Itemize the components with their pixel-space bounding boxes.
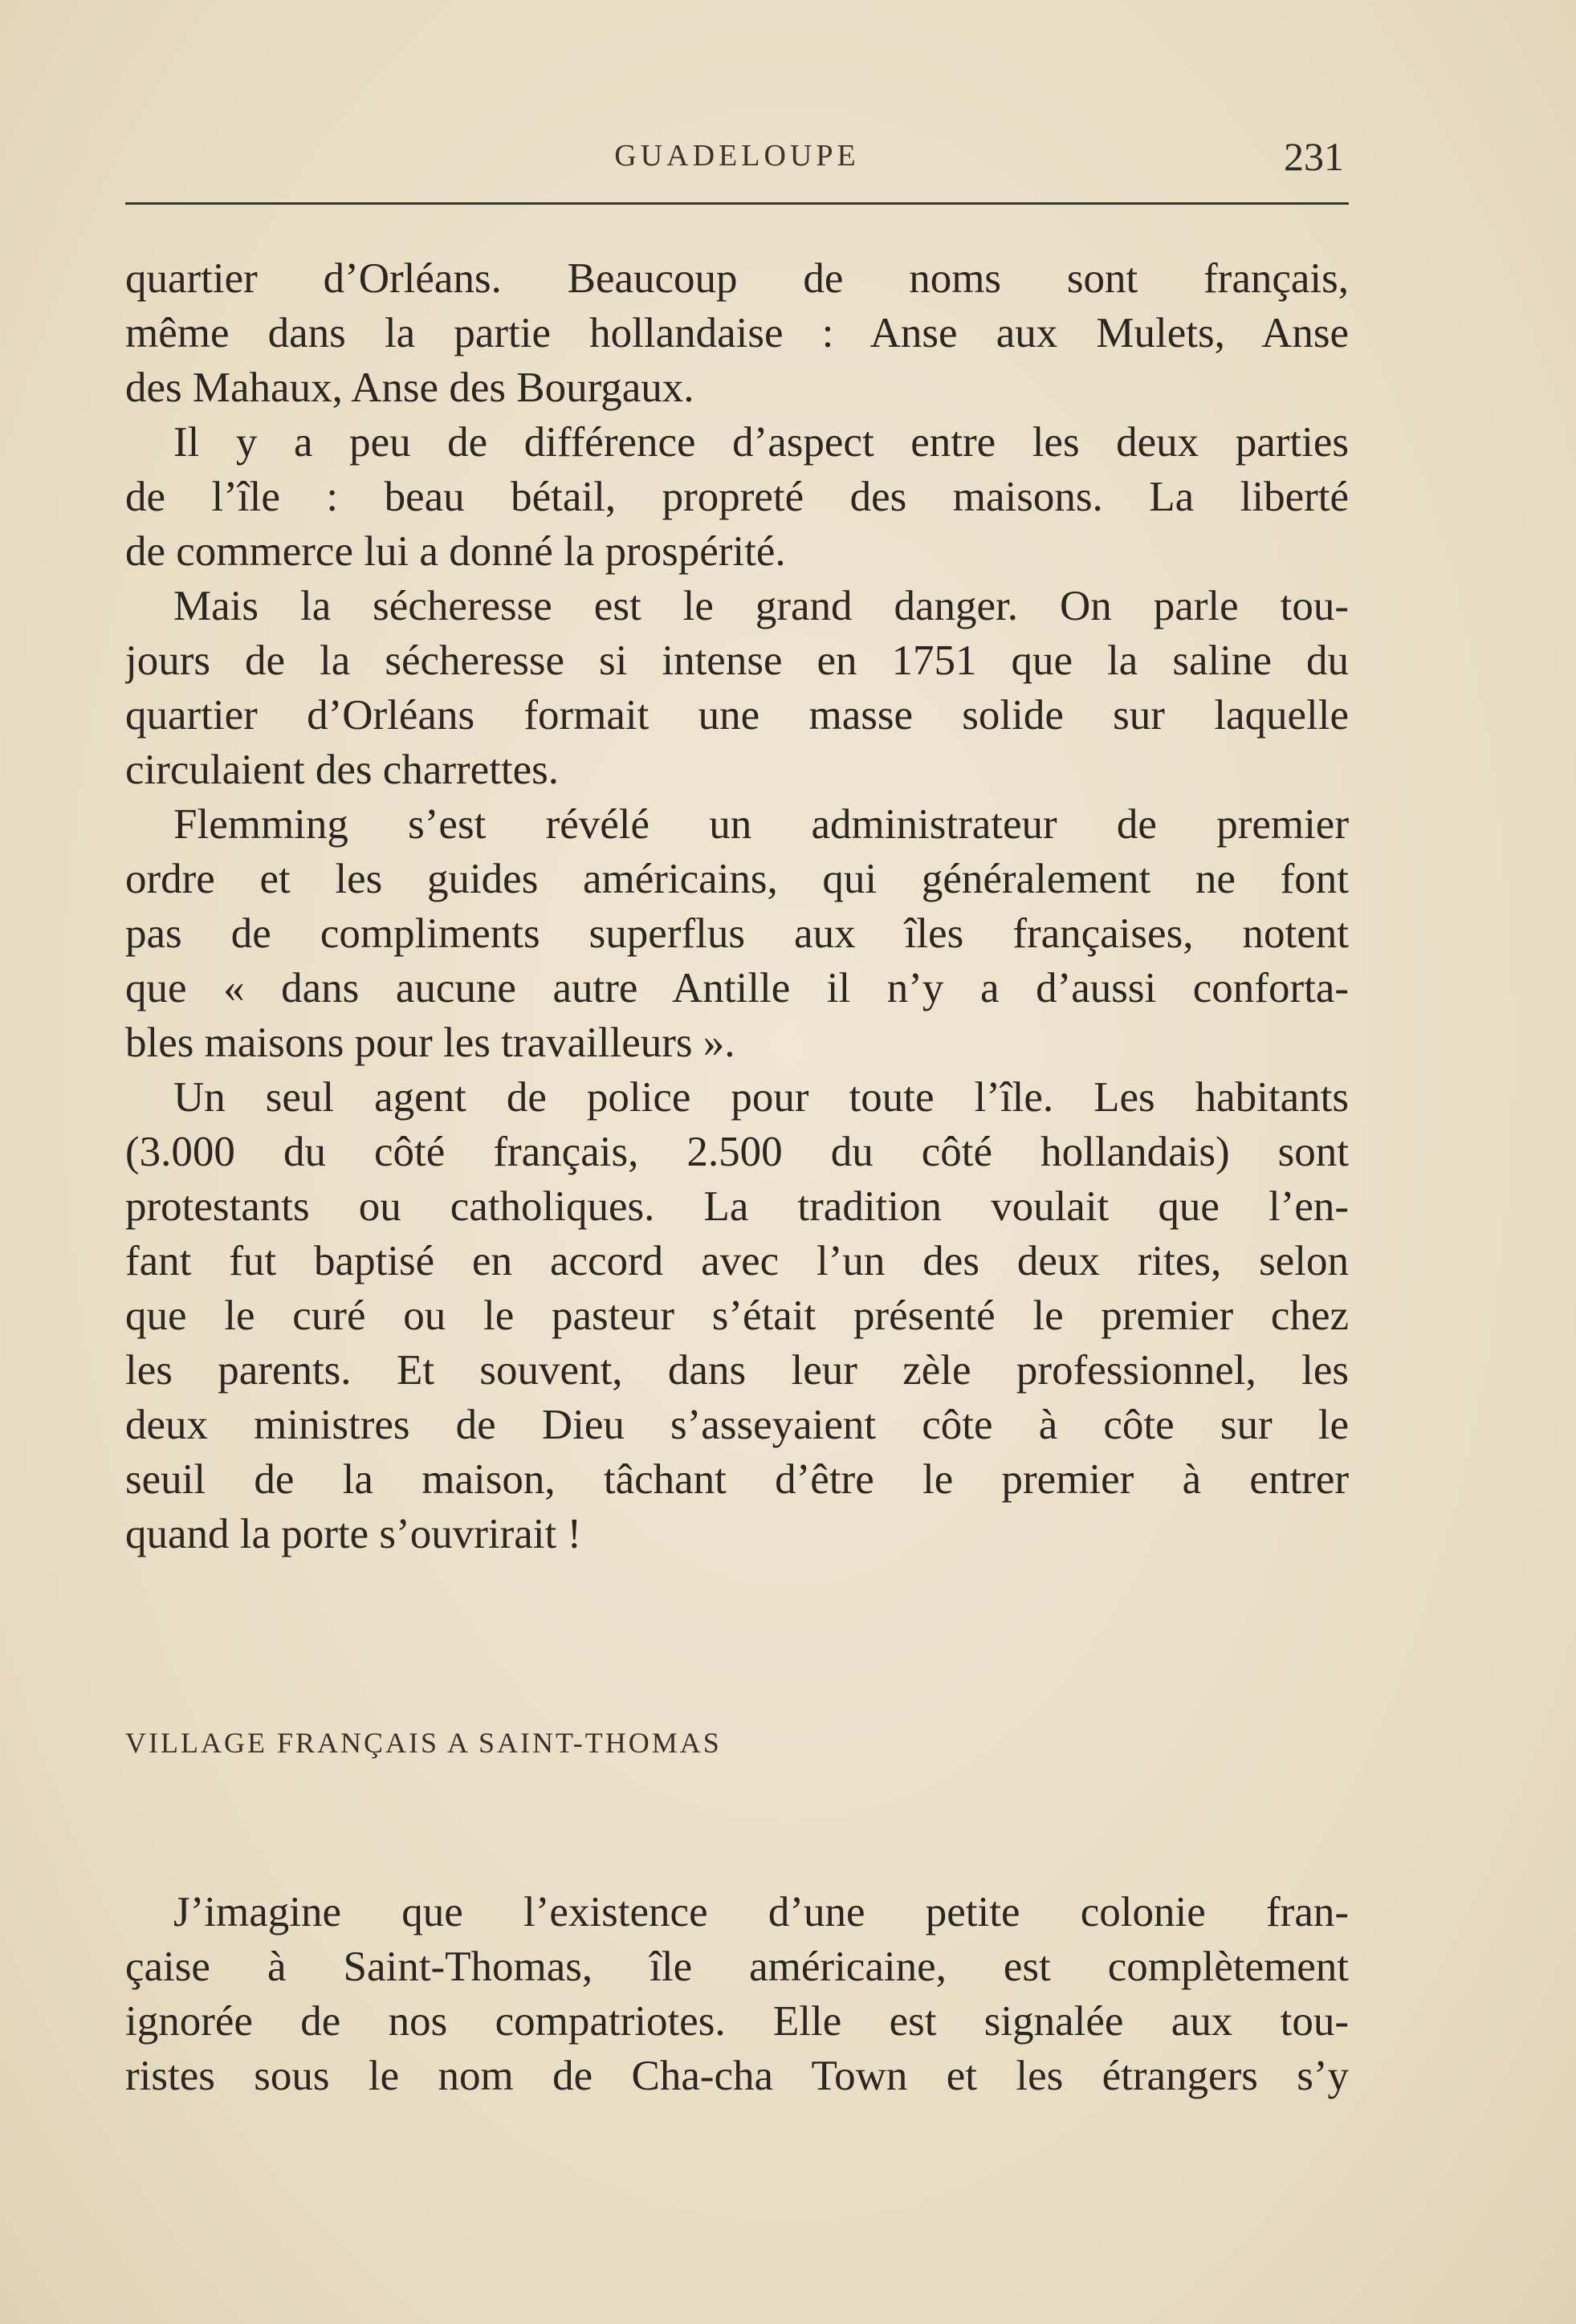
text-line: fant fut baptisé en accord avec l’un des deux rites, selon [125,1238,1349,1284]
text-line: bles maisons pour les travailleurs ». [125,1020,735,1066]
paragraph-4 [125,797,1349,1070]
text-line: que « dans aucune autre Antille il n’y a d’aussi conforta- [125,965,1349,1011]
text-line: Un seul agent de police pour toute l’île. Les habitants [173,1074,1349,1121]
paragraph-3 [125,579,1349,797]
text-line: Flemming s’est révélé un administrateur de premier [173,801,1349,848]
page-number: 231 [1284,134,1344,179]
text-line: quartier d’Orléans formait une masse solide sur laquelle [125,692,1349,739]
text-line: deux ministres de Dieu s’asseyaient côte à côte sur le [125,1402,1349,1448]
text-line: quartier d’Orléans. Beaucoup de noms sont français, [125,255,1349,302]
text-line: circulaient des charrettes. [125,747,560,793]
section-paragraph [125,1885,1349,2103]
text-line: ignorée de nos compatriotes. Elle est signalée aux tou- [125,1998,1349,2045]
text-line: protestants ou catholiques. La tradition voulait que l’en- [125,1183,1349,1230]
paragraph-5 [125,1070,1349,1561]
text-line: ordre et les guides américains, qui généralement ne font [125,856,1349,902]
text-line: des Mahaux, Anse des Bourgaux. [125,364,694,411]
text-line: même dans la partie hollandaise : Anse aux Mulets, Anse [125,310,1349,356]
text-line: ristes sous le nom de Cha-cha Town et les étrangers s’y [125,2053,1349,2099]
text-line: de l’île : beau bétail, propreté des maisons. La liberté [125,474,1349,520]
paragraph-2 [125,415,1349,579]
text-line: (3.000 du côté français, 2.500 du côté hollandais) sont [125,1129,1349,1175]
text-line: pas de compliments superflus aux îles françaises, notent [125,910,1349,957]
text-line: çaise à Saint-Thomas, île américaine, est complètement [125,1943,1349,1990]
text-line: Mais la sécheresse est le grand danger. On parle tou- [173,583,1349,629]
text-line: Il y a peu de différence d’aspect entre les deux parties [173,419,1349,466]
text-line: jours de la sécheresse si intense en 1751 que la saline du [125,637,1349,684]
running-title: GUADELOUPE [614,139,860,173]
text-line: les parents. Et souvent, dans leur zèle professionnel, les [125,1347,1349,1394]
text-line: de commerce lui a donné la prospérité. [125,528,786,575]
page-header [125,133,1349,181]
header-rule [125,202,1349,205]
text-line: seuil de la maison, tâchant d’être le premier à entrer [125,1456,1349,1503]
text-line: quand la porte s’ouvrirait ! [125,1511,582,1557]
paragraph-1 [125,251,1349,415]
text-line: que le curé ou le pasteur s’était présenté le premier chez [125,1292,1349,1339]
text-line: J’imagine que l’existence d’une petite colonie fran- [173,1889,1349,1935]
section-heading: VILLAGE FRANÇAIS A SAINT-THOMAS [125,1727,722,1759]
